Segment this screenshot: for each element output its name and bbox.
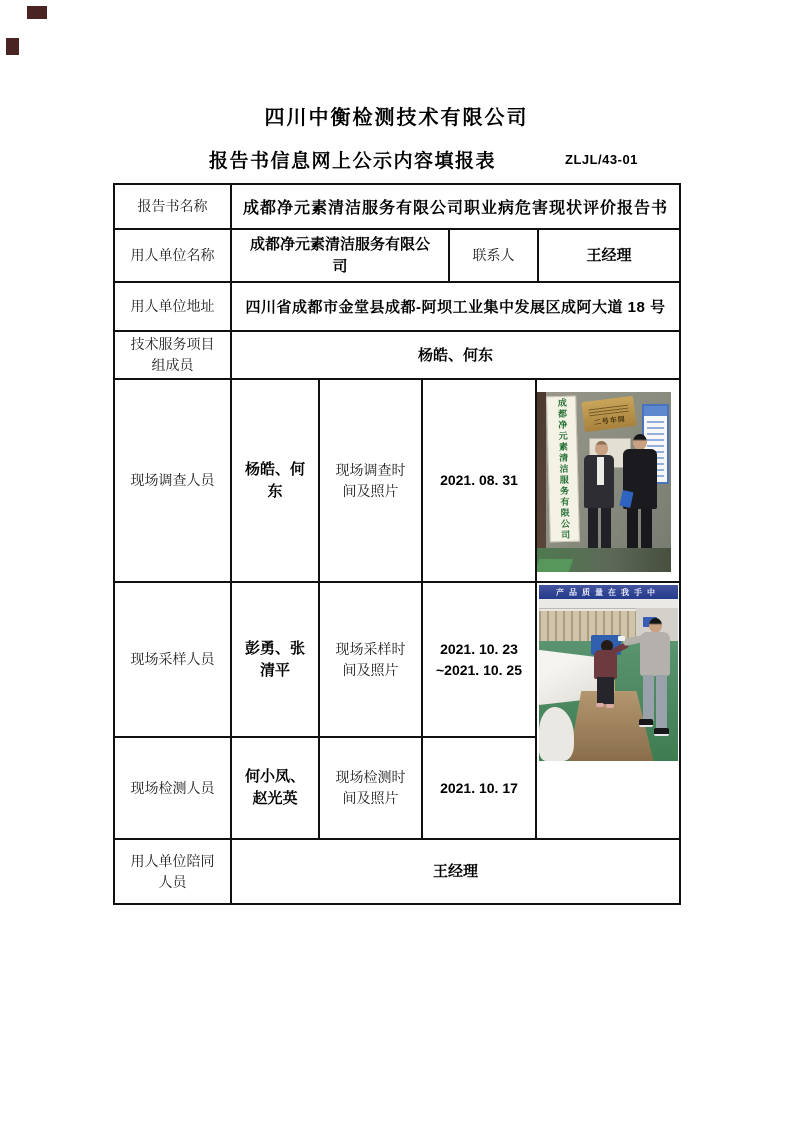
gold-plaque: [581, 396, 636, 432]
company-title: 四川中衡检测技术有限公司: [264, 107, 529, 129]
address-label: 用人单位地址: [115, 283, 232, 330]
company-sign-text: 成都净元素清洁服务有限公司: [556, 397, 571, 541]
company-vertical-sign: [546, 396, 580, 543]
person-1-head: [595, 441, 608, 456]
sampling-date-cell: [423, 583, 537, 736]
employer-name-value: 成都净元素清洁服务有限公司: [232, 230, 450, 281]
form-title: 报告书信息网上公示内容填报表: [209, 151, 497, 172]
slogan-banner-text: 产品质量在我手中: [556, 587, 660, 597]
report-info-table: [113, 183, 681, 905]
inspector-shoe: [654, 728, 669, 736]
worker-pants: [597, 677, 614, 704]
testing-label: 现场检测人员: [115, 738, 232, 838]
escort-value: 王经理: [432, 863, 478, 880]
sampling-date-from: 2021. 10. 23: [440, 640, 518, 657]
sampling-device: [618, 636, 625, 641]
employer-label: 用人单位名称: [115, 230, 232, 281]
photo-door-frame: [537, 392, 546, 552]
sampling-label: 现场采样人员: [115, 583, 232, 736]
inspector-leg: [643, 675, 654, 721]
worker-slipper: [596, 703, 604, 707]
testing-staff: 何小凤、赵光英: [232, 738, 320, 838]
scan-artifact-mark: [6, 38, 19, 55]
table-row-employer: [115, 230, 679, 283]
workshop-plaque-text: 二号车间: [593, 416, 627, 427]
survey-date: 2021. 08. 31: [423, 380, 537, 581]
table-row-team: [115, 332, 679, 380]
inspector-head: [649, 618, 662, 633]
photo-floor-green: [537, 559, 573, 572]
poster-header: [644, 406, 667, 416]
table-row-testing: [115, 738, 537, 838]
table-row-sampling: [115, 583, 537, 738]
escort-label: 用人单位陪同人员: [115, 840, 232, 903]
testing-time-label: 现场检测时间及照片: [320, 738, 423, 838]
sampling-staff: 彭勇、张清平: [232, 583, 320, 736]
sampling-time-label: 现场采样时间及照片: [320, 583, 423, 736]
address-value: 四川省成都市金堂县成都-阿坝工业集中发展区成阿大道 18 号: [245, 299, 666, 316]
table-rowgroup-sampling-testing: [115, 583, 679, 840]
team-label: 技术服务项目组成员: [115, 332, 232, 378]
survey-time-label: 现场调查时间及照片: [320, 380, 423, 581]
person-1-shirt: [597, 457, 604, 485]
inspector-leg: [656, 675, 667, 729]
table-row-address: [115, 283, 679, 332]
report-name-value: 成都净元素清洁服务有限公司职业病危害现状评价报告书: [242, 200, 668, 217]
inspector-shoe: [639, 719, 653, 727]
contact-value: 王经理: [586, 247, 632, 264]
slogan-banner: [539, 585, 678, 599]
form-code: ZLJL/43-01: [565, 152, 638, 167]
survey-staff: 杨皓、何东: [232, 380, 320, 581]
survey-photo: [537, 392, 671, 572]
table-row-report-name: [115, 185, 679, 230]
person-2-head: [633, 434, 647, 450]
scan-artifact-mark: [27, 6, 47, 19]
sampling-date-to: ~2021. 10. 25: [435, 661, 523, 678]
linen-pile: [539, 707, 574, 761]
report-name-label: 报告书名称: [115, 185, 232, 228]
worker-slipper: [606, 704, 614, 708]
survey-photo-cell: [537, 380, 679, 581]
contact-label: 联系人: [450, 230, 539, 281]
worker-sweater: [594, 650, 617, 679]
survey-label: 现场调查人员: [115, 380, 232, 581]
table-row-escort: [115, 840, 679, 903]
sampling-photo: [539, 585, 678, 761]
sampling-testing-left-columns: [115, 583, 537, 838]
team-value: 杨皓、何东: [417, 346, 493, 364]
sampling-photo-cell: [537, 583, 679, 838]
testing-date: 2021. 10. 17: [423, 738, 537, 838]
table-row-survey: [115, 380, 679, 583]
